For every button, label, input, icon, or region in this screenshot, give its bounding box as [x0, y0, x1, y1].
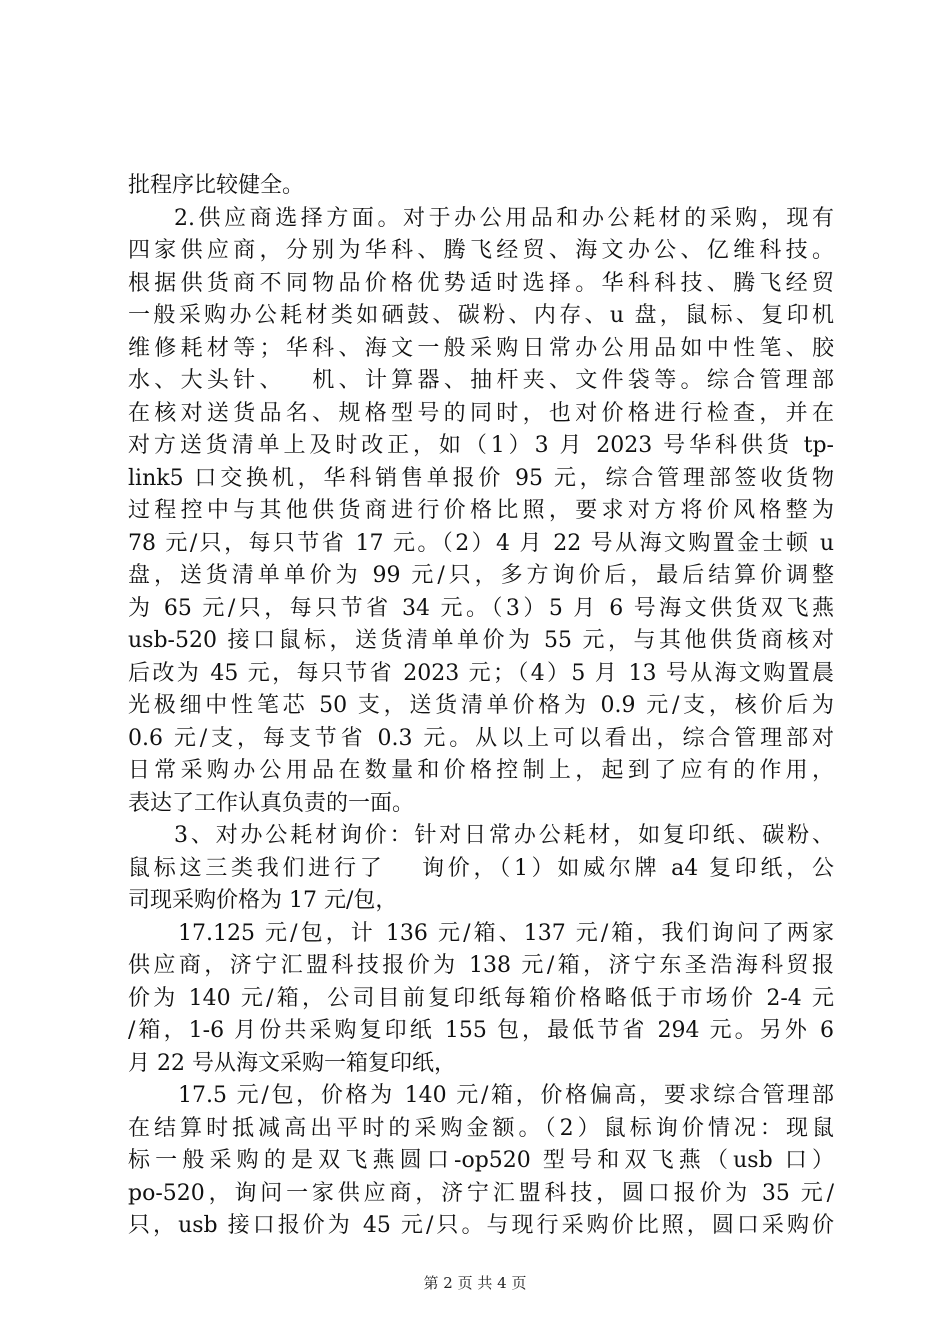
text-line: 标一般采购的是双飞燕圆口-op520 型号和双飞燕（usb 口）: [128, 1148, 834, 1173]
text-line: po-520，询问一家供应商，济宁汇盟科技，圆口报价为 35 元/: [128, 1180, 834, 1206]
text-line: 后改为 45 元，每只节省 2023 元；（4）5 月 13 号从海文购置晨: [128, 660, 834, 686]
text-line: link5 口交换机，华科销售单报价 95 元，综合管理部签收货物: [128, 465, 834, 491]
text-line: 只，usb 接口报价为 45 元/只。与现行采购价比照，圆口采购价: [128, 1213, 834, 1238]
text-line: 水、大头针、 机、计算器、抽杆夹、文件袋等。综合管理部: [128, 368, 834, 393]
paragraph-supplier-selection: [128, 203, 834, 821]
text-line: 在结算时抵减高出平时的采购金额。（2）鼠标询价情况：现鼠: [128, 1115, 834, 1141]
text-line: 维修耗材等；华科、海文一般采购日常办公用品如中性笔、胶: [128, 335, 834, 361]
text-line: usb-520 接口鼠标，送货清单单价为 55 元，与其他供货商核对: [128, 628, 834, 653]
text-line: 过程控中与其他供货商进行价格比照，要求对方将价风格整为: [128, 498, 834, 523]
text-line: 17.5 元/包，价格为 140 元/箱，价格偏高，要求综合管理部: [178, 1083, 834, 1108]
text-line: 78 元/只，每只节省 17 元。（2）4 月 22 号从海文购置金士顿 u: [128, 530, 834, 556]
text-line: 在核对送货品名、规格型号的同时，也对价格进行检查，并在: [128, 400, 834, 426]
text-line: 光极细中性笔芯 50 支，送货清单价格为 0.9 元/支，核价后为: [128, 693, 834, 718]
text-line: 17.125 元/包，计 136 元/箱、137 元/箱，我们询问了两家: [178, 920, 834, 946]
paragraph-approval-end: [128, 170, 834, 203]
text-line: 月 22 号从海文采购一箱复印纸，: [128, 1050, 456, 1076]
text-line: 一般采购办公耗材类如硒鼓、碳粉、内存、u 盘，鼠标、复印机: [128, 303, 834, 328]
text-line: 对方送货清单上及时改正，如（1）3 月 2023 号华科供货 tp-: [128, 433, 834, 458]
paragraph-copy-paper-pricing: [128, 918, 834, 1081]
text-line: 日常采购办公用品在数量和价格控制上，起到了应有的作用，: [128, 758, 834, 783]
paragraph-mouse-pricing: [128, 1080, 834, 1243]
text-line: 批程序比较健全。: [128, 173, 305, 198]
text-line: 表达了工作认真负责的一面。: [128, 790, 415, 816]
text-line: 供应商，济宁汇盟科技报价为 138 元/箱，济宁东圣浩海科贸报: [128, 953, 834, 978]
text-line: 四家供应商，分别为华科、腾飞经贸、海文办公、亿维科技。: [128, 238, 834, 263]
text-line: /箱，1-6 月份共采购复印纸 155 包，最低节省 294 元。另外 6: [128, 1018, 834, 1043]
text-line: 为 65 元/只，每只节省 34 元。（3）5 月 6 号海文供货双飞燕: [128, 595, 834, 621]
text-line: 3、对办公耗材询价：针对日常办公耗材，如复印纸、碳粉、: [174, 823, 834, 848]
text-line: 根据供货商不同物品价格优势适时选择。华科科技、腾飞经贸: [128, 270, 834, 296]
text-line: 价为 140 元/箱，公司目前复印纸每箱价格略低于市场价 2-4 元: [128, 985, 834, 1011]
paragraph-consumables-inquiry: [128, 820, 834, 918]
page-number-footer: 第 2 页 共 4 页: [423, 1274, 527, 1292]
text-line: 司现采购价格为 17 元/包，: [128, 888, 398, 913]
text-line: 盘，送货清单单价为 99 元/只，多方询价后，最后结算价调整: [128, 563, 834, 588]
text-line: 0.6 元/支，每支节省 0.3 元。从以上可以看出，综合管理部对: [128, 725, 834, 751]
text-line: 鼠标这三类我们进行了 询价，（1）如威尔牌 a4 复印纸，公: [128, 855, 834, 881]
text-line: 2.供应商选择方面。对于办公用品和办公耗材的采购，现有: [174, 205, 834, 231]
document-body: [128, 170, 834, 1243]
